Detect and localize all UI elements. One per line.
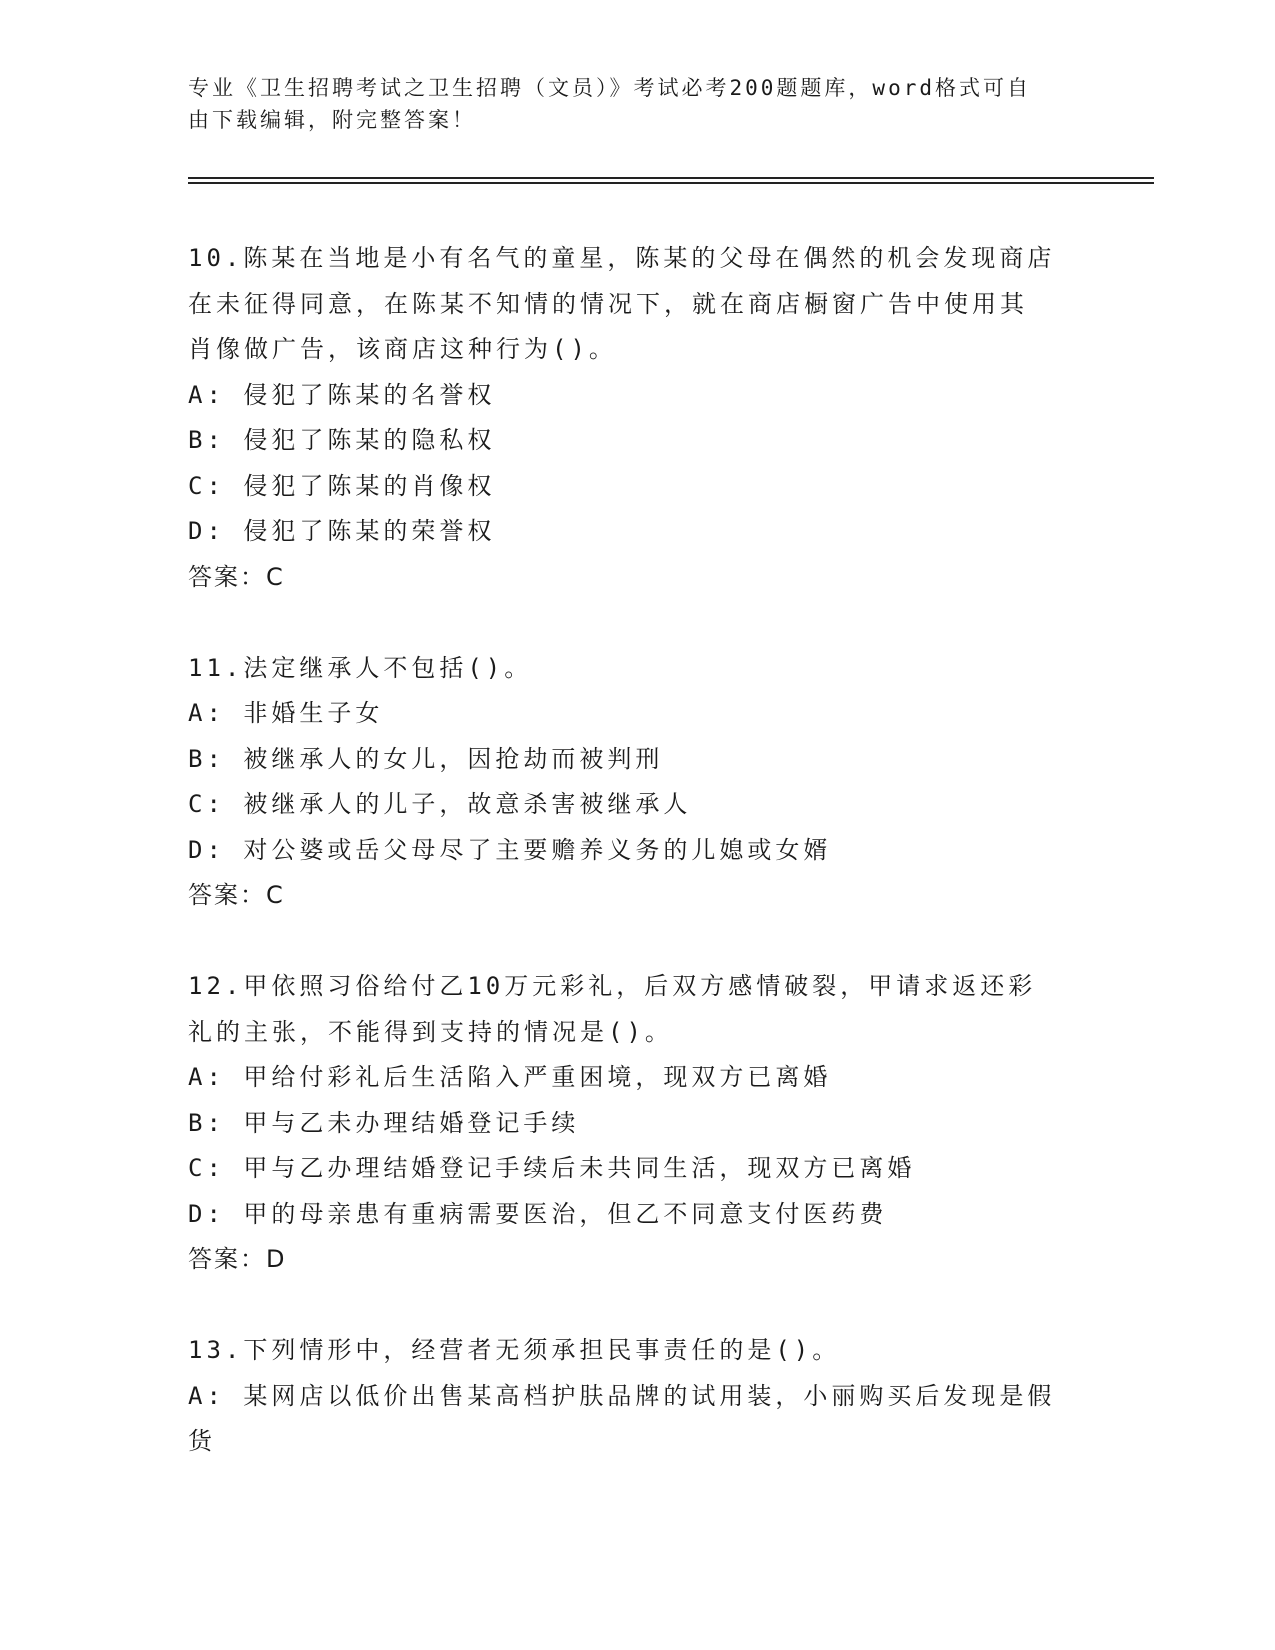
answer-line: 答案：C: [188, 562, 285, 591]
option-d: D: 甲的母亲患有重病需要医治，但乙不同意支付医药费: [188, 1199, 888, 1228]
question-13: [188, 1328, 1088, 1465]
option-c: C: 侵犯了陈某的肖像权: [188, 471, 496, 500]
question-stem-line: 13.下列情形中，经营者无须承担民事责任的是()。: [188, 1336, 841, 1364]
option-a-continued: 货: [188, 1427, 216, 1455]
option-c: C: 被继承人的儿子，故意杀害被继承人: [188, 790, 692, 818]
question-stem-line: 12.甲依照习俗给付乙10万元彩礼，后双方感情破裂，甲请求返还彩: [188, 972, 1037, 1000]
question-spacer: [188, 919, 1088, 965]
option-b: B: 侵犯了陈某的隐私权: [188, 426, 496, 454]
option-b: B: 甲与乙未办理结婚登记手续: [188, 1108, 580, 1137]
question-stem-line: 11.法定继承人不包括()。: [188, 653, 533, 682]
header-line-1: 专业《卫生招聘考试之卫生招聘（文员）》考试必考200题题库，word格式可自: [188, 76, 1031, 100]
option-c: C: 甲与乙办理结婚登记手续后未共同生活，现双方已离婚: [188, 1154, 916, 1182]
question-stem-line: 10.陈某在当地是小有名气的童星，陈某的父母在偶然的机会发现商店: [188, 244, 1056, 272]
answer-line: 答案：C: [188, 881, 285, 909]
question-12: [188, 964, 1088, 1283]
option-d: D: 侵犯了陈某的荣誉权: [188, 517, 496, 545]
header-divider-top: [188, 177, 1154, 179]
answer-line: 答案：D: [188, 1245, 287, 1273]
question-spacer: [188, 1283, 1088, 1329]
question-11: [188, 646, 1088, 919]
option-a: A: 甲给付彩礼后生活陷入严重困境，现双方已离婚: [188, 1063, 832, 1091]
document-header: [188, 72, 1068, 136]
question-spacer: [188, 600, 1088, 646]
question-list: [188, 236, 1088, 1465]
header-divider-bottom: [188, 182, 1154, 184]
option-b: B: 被继承人的女儿，因抢劫而被判刑: [188, 744, 664, 773]
option-a: A: 某网店以低价出售某高档护肤品牌的试用装，小丽购买后发现是假: [188, 1381, 1056, 1410]
question-stem-line: 礼的主张，不能得到支持的情况是()。: [188, 1017, 673, 1046]
option-a: A: 非婚生子女: [188, 699, 384, 727]
question-stem-line: 在未征得同意，在陈某不知情的情况下，就在商店橱窗广告中使用其: [188, 289, 1028, 318]
option-d: D: 对公婆或岳父母尽了主要赡养义务的儿媳或女婿: [188, 835, 832, 864]
question-stem-line: 肖像做广告，该商店这种行为()。: [188, 335, 617, 363]
header-line-2: 由下载编辑，附完整答案！: [188, 108, 476, 132]
option-a: A: 侵犯了陈某的名誉权: [188, 380, 496, 409]
question-10: [188, 236, 1088, 600]
